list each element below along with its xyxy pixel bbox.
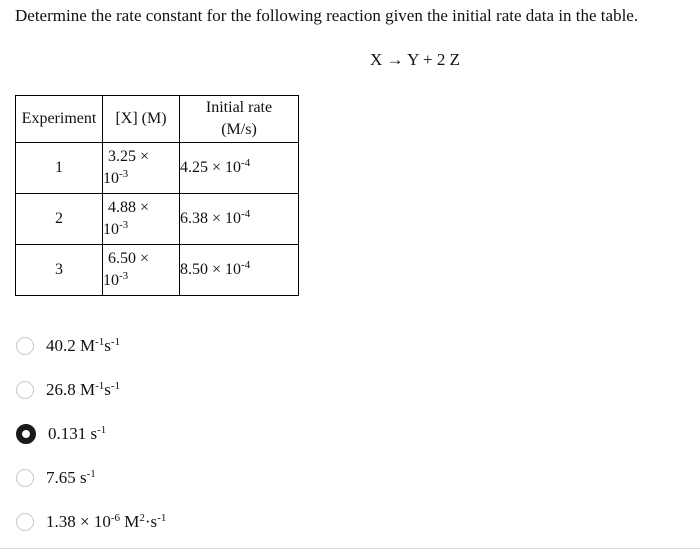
label-exponent: -1 (110, 380, 121, 392)
cell-initial-rate (180, 245, 299, 296)
label-exponent: -1 (110, 336, 121, 348)
conc-base: 10 (103, 170, 119, 187)
conc-mantissa: 3.25 × (108, 148, 150, 165)
radio-button[interactable] (16, 381, 34, 399)
label-part: 1.38 × 10 (46, 512, 111, 531)
conc-mantissa: 6.50 × (108, 250, 150, 267)
rate-exponent: -4 (241, 157, 251, 169)
cell-experiment: 3 (16, 245, 103, 296)
label-exponent: 2 (139, 512, 145, 524)
cell-experiment: 2 (16, 194, 103, 245)
conc-base: 10 (103, 221, 119, 238)
label-exponent: -6 (110, 512, 121, 524)
radio-button[interactable] (16, 337, 34, 355)
header-rate-line2: (M/s) (221, 121, 257, 138)
rate-exponent: -4 (241, 259, 251, 271)
table-row (16, 143, 299, 194)
reaction-equation: X → Y + 2 Z (370, 50, 461, 69)
answer-option-b[interactable] (16, 368, 166, 412)
conc-mantissa: 4.88 × (108, 199, 150, 216)
label-exponent: -1 (95, 380, 105, 392)
rate-mantissa: 6.38 × 10 (180, 210, 242, 227)
answer-option-a[interactable] (16, 324, 166, 368)
label-part: 40.2 M (46, 336, 96, 355)
answer-option-c[interactable] (16, 412, 166, 456)
label-part: M (120, 512, 140, 531)
cell-initial-rate (180, 143, 299, 194)
cell-concentration (103, 143, 180, 194)
answer-option-label[interactable] (46, 336, 120, 356)
header-concentration: [X] (M) (103, 96, 180, 143)
answer-option-e[interactable] (16, 500, 166, 544)
conc-exponent: -3 (119, 168, 129, 180)
label-part: 0.131 s (48, 424, 98, 443)
answer-option-d[interactable] (16, 456, 166, 500)
label-exponent: -1 (157, 512, 167, 524)
label-part: 7.65 s (46, 468, 87, 487)
header-experiment: Experiment (16, 96, 103, 143)
table-row (16, 194, 299, 245)
rate-mantissa: 8.50 × 10 (180, 261, 242, 278)
table-header-row (16, 96, 299, 143)
header-initial-rate (180, 96, 299, 143)
radio-button[interactable] (16, 513, 34, 531)
answer-option-label[interactable] (48, 424, 106, 444)
label-part: 26.8 M (46, 380, 96, 399)
answer-options (16, 324, 166, 544)
label-exponent: -1 (86, 468, 96, 480)
rate-exponent: -4 (241, 208, 251, 220)
question-text: Determine the rate constant for the following reaction given the initial rate data in the table. (15, 6, 639, 25)
radio-button[interactable] (16, 469, 34, 487)
header-rate-line1: Initial rate (205, 99, 273, 116)
cell-experiment: 1 (16, 143, 103, 194)
label-part: ·s (144, 512, 158, 531)
cell-concentration (103, 245, 180, 296)
answer-option-label[interactable] (46, 512, 166, 532)
label-part: s (104, 336, 111, 355)
radio-button-selected[interactable] (16, 424, 36, 444)
rate-mantissa: 4.25 × 10 (180, 159, 242, 176)
conc-exponent: -3 (119, 219, 129, 231)
label-exponent: -1 (95, 336, 105, 348)
divider (0, 548, 700, 549)
cell-concentration (103, 194, 180, 245)
rate-data-table (15, 95, 299, 296)
conc-exponent: -3 (119, 270, 129, 282)
label-part: s (104, 380, 111, 399)
answer-option-label[interactable] (46, 380, 120, 400)
conc-base: 10 (103, 272, 119, 289)
cell-initial-rate (180, 194, 299, 245)
label-exponent: -1 (97, 424, 107, 436)
table-row (16, 245, 299, 296)
answer-option-label[interactable] (46, 468, 96, 488)
